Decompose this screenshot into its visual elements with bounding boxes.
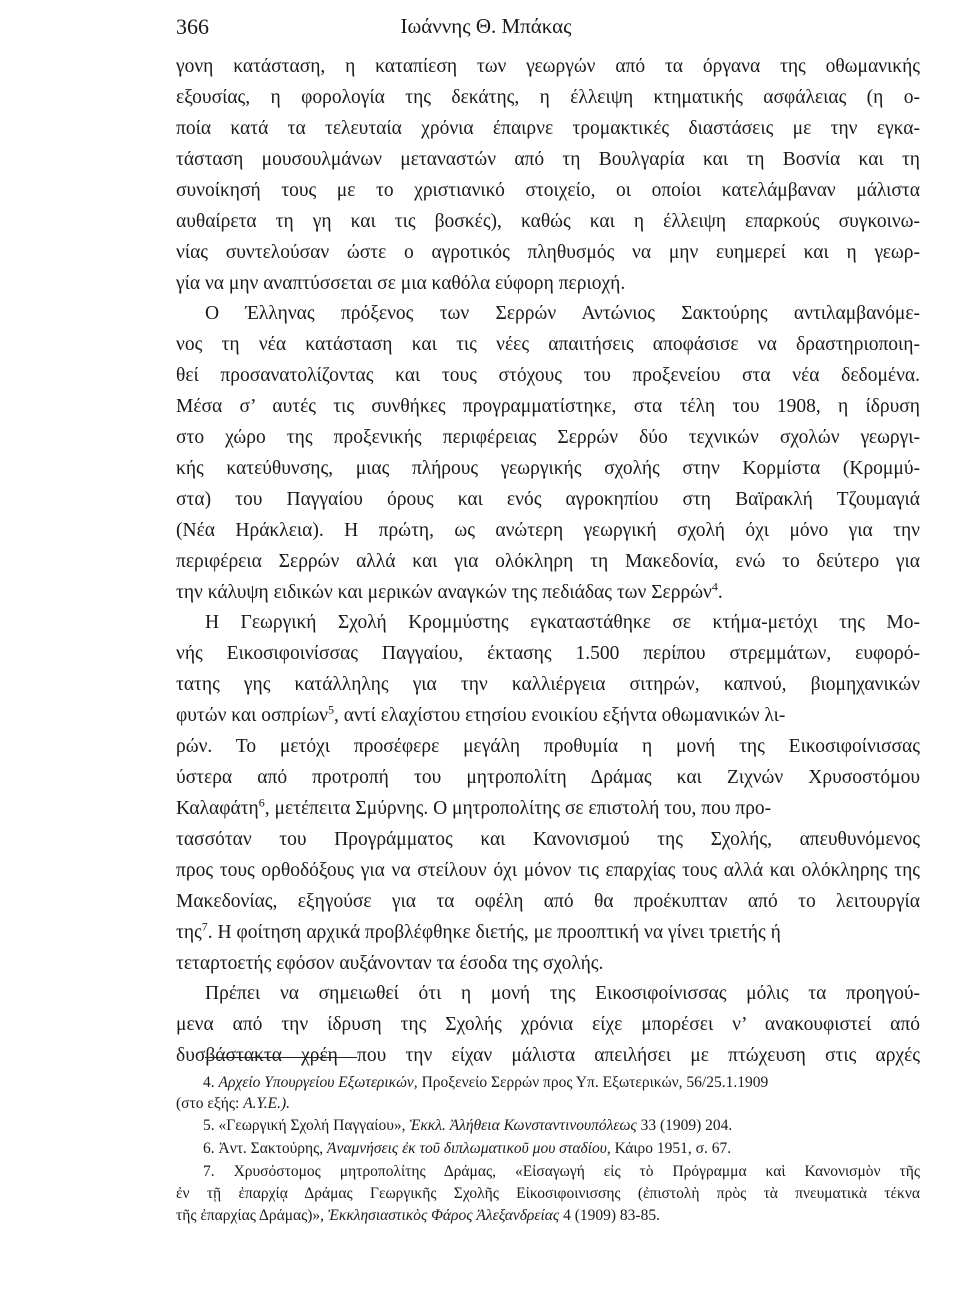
page-header bbox=[176, 14, 796, 44]
body-line: δυσβάστακτα χρέη που την είχαν μάλιστα απειλήσει με πτώχευση στις αρχές bbox=[176, 1045, 920, 1066]
footnote-ref: 7 bbox=[201, 922, 208, 934]
footnote-source: Ἀναμνήσεις ἐκ τοῦ διπλωματικοῦ μου σταδίου, bbox=[327, 1140, 611, 1157]
body-line-text: φυτών και οσπρίων bbox=[176, 705, 329, 726]
body-line-text: της bbox=[176, 922, 202, 943]
body-line: περιφέρεια Σερρών αλλά και για ολόκληρη τη Μακεδονία, ενώ το δεύτερο για bbox=[176, 551, 920, 572]
body-line: τεταρτοετής εφόσον αυξάνονταν τα έσοδα της σχολής. bbox=[176, 953, 604, 974]
footnote-4 bbox=[203, 1073, 920, 1092]
body-line: τάσταση μουσουλμάνων μεταναστών από τη Βουλγαρία και τη Βοσνία και τη bbox=[176, 149, 920, 170]
body-line: Η Γεωργική Σχολή Κρομμύστης εγκαταστάθηκε σε κτήμα-μετόχι της Μο- bbox=[205, 612, 920, 633]
body-line: τασσόταν του Προγράμματος και Κανονισμού της Σχολής, απευθυνόμενος bbox=[176, 829, 920, 850]
body-line: προς τους ορθοδόξους για να στείλουν όχι μόνον τις επαρχίας τους αλλά και ολόκληρης της bbox=[176, 860, 920, 881]
body-line bbox=[176, 798, 920, 820]
body-line: μενα από την ίδρυση της Σχολής χρόνια είχε μπορέσει ν’ ανακουφιστεί από bbox=[176, 1014, 920, 1035]
body-line: γονη κατάσταση, η καταπίεση των γεωργών από τα όργανα της οθωμανικής bbox=[176, 56, 920, 77]
footnote-text: Ἀντ. Σακτούρης, bbox=[218, 1140, 324, 1157]
body-line: (Νέα Ηράκλεια). Η πρώτη, ως ανώτερη γεωργική σχολή όχι μόνο για την bbox=[176, 520, 920, 541]
footnote-4-continued bbox=[176, 1094, 893, 1113]
footnote-text: Κάιρο 1951, σ. 67. bbox=[614, 1140, 732, 1157]
footnote-number: 7. bbox=[203, 1163, 215, 1180]
body-line: ύστερα από προτροπή του μητροπολίτη Δράμας και Ζιχνών Χρυσοστόμου bbox=[176, 767, 920, 788]
footnote-source: Αρχείο Υπουργείου Εξωτερικών, bbox=[218, 1074, 418, 1091]
body-line: εξουσίας, η φορολογία της δεκάτης, η έλλειψη κτηματικής ασφάλειας (η ο- bbox=[176, 87, 920, 108]
body-line: τατης γης κατάλληλης για την καλλιέργεια σιτηρών, καπνού, βιομηχανικών bbox=[176, 674, 920, 695]
body-line-text: Καλαφάτη bbox=[176, 798, 259, 819]
footnote-7-continued: ἐν τῇ ἐπαρχίᾳ Δράμας Γεωργικῆς Σχολῆς Εἰκοσιφοινισσης (ἐπιστολὴ πρὸς τὰ πνευματικὰ τέκνα bbox=[176, 1185, 920, 1202]
body-line bbox=[176, 922, 920, 944]
running-head: Ιωάννης Θ. Μπάκας bbox=[400, 14, 572, 38]
body-line: ποία κατά τα τελευταία χρόνια έπαιρνε τρομακτικές διαστάσεις με την εγκα- bbox=[176, 118, 920, 139]
footnote-ref: 4 bbox=[711, 582, 718, 594]
body-line: νίας συντελούσαν ώστε ο αγροτικός πληθυσμός να μην ευημερεί και η γεωρ- bbox=[176, 242, 920, 263]
footnote-text: Χρυσόστομος μητροπολίτης Δράμας, «Εἰσαγωγή εἰς τὸ Πρόγραμμα καὶ Κανονισμὸν τῆς bbox=[233, 1163, 920, 1180]
footnote-text: 33 (1909) 204. bbox=[640, 1117, 733, 1134]
footnote-text: 4 (1909) 83-85. bbox=[563, 1207, 660, 1224]
body-line: αυθαίρετα τη γη και τις βοσκές), καθώς και η έλλειψη επαρκούς συγκοινω- bbox=[176, 211, 920, 232]
footnote-divider bbox=[205, 1057, 357, 1058]
footnote-source: Ἐκκλησιαστικὸς Φάρος Ἀλεξανδρείας bbox=[327, 1207, 560, 1224]
footnote-text: Προξενείο Σερρών προς Υπ. Εξωτερικών, 56/25.1.1909 bbox=[421, 1074, 769, 1091]
footnote-text: τῆς ἐπαρχίας Δράμας)», bbox=[176, 1207, 325, 1224]
body-line-text: , αντί ελαχίστου ετησίου ενοικίου εξήντα οθωμανικών λι- bbox=[334, 705, 786, 726]
body-line: νος τη νέα κατάσταση και τις νέες απαιτήσεις αποφάσισε να δραστηριοποιη- bbox=[176, 334, 920, 355]
body-line: ρών. Το μετόχι προσέφερε μεγάλη προθυμία η μονή της Εικοσιφοίνισσας bbox=[176, 736, 920, 757]
footnote-number: 4. bbox=[203, 1074, 215, 1091]
body-line: κής κατεύθυνσης, μιας πλήρους γεωργικής σχολής στην Κορμίστα (Κρομμύ- bbox=[176, 458, 920, 479]
body-line: συνοίκησή τους με το χριστιανικό στοιχείο, οι οποίοι κατελάμβαναν μάλιστα bbox=[176, 180, 920, 201]
body-line: θεί προσανατολίζοντας και τους στόχους του προξενείου στα νέα δεδομένα. bbox=[176, 365, 920, 386]
body-line-text: . Η φοίτηση αρχικά προβλέφθηκε διετής, με προοπτική να γίνει τριετής ή bbox=[207, 922, 781, 943]
body-line: γία να μην αναπτύσσεται σε μια καθόλα εύφορη περιοχή. bbox=[176, 273, 626, 294]
footnote-text: (στο εξής: bbox=[176, 1095, 240, 1112]
body-line: Μέσα σ’ αυτές τις συνθήκες προγραμματίστηκε, στα τέλη του 1908, η ίδρυση bbox=[176, 396, 920, 417]
body-line-text: την κάλυψη ειδικών και μερικών αναγκών της πεδιάδας των Σερρών bbox=[176, 582, 712, 603]
body-line: στα) του Παγγαίου όρους και ενός αγροκηπίου στη Βαϊρακλή Τζουμαγιά bbox=[176, 489, 920, 510]
footnote-5 bbox=[203, 1116, 920, 1135]
footnote-number: 5. bbox=[203, 1117, 215, 1134]
footnote-text: «Γεωργική Σχολή Παγγαίου», bbox=[218, 1117, 406, 1134]
footnote-number: 6. bbox=[203, 1140, 215, 1157]
footnote-7 bbox=[203, 1162, 920, 1181]
footnote-abbrev: Α.Υ.Ε.). bbox=[243, 1095, 291, 1112]
body-line: Ο Έλληνας πρόξενος των Σερρών Αντώνιος Σακτούρης αντιλαμβανόμε- bbox=[205, 303, 920, 324]
body-line: Μακεδονίας, εξηγούσε για τα οφέλη από θα προέκυπταν από το λειτουργία bbox=[176, 891, 920, 912]
footnote-ref: 5 bbox=[328, 705, 335, 717]
body-line: Πρέπει να σημειωθεί ότι η μονή της Εικοσιφοίνισσας μόλις τα προηγού- bbox=[205, 983, 920, 1004]
footnote-source: Ἐκκλ. Ἀλήθεια Κωνσταντινουπόλεως bbox=[409, 1117, 637, 1134]
footnote-7-continued bbox=[176, 1206, 920, 1225]
page-number: 366 bbox=[176, 14, 209, 39]
body-line bbox=[176, 705, 920, 727]
footnote-6 bbox=[203, 1139, 920, 1158]
body-line: στο χώρο της προξενικής περιφέρειας Σερρών δύο τεχνικών σχολών γεωργι- bbox=[176, 427, 920, 448]
body-line: την κάλυψη ειδικών και μερικών αναγκών της πεδιάδας των Σερρών$^4$. bbox=[176, 582, 920, 604]
footnote-ref: 6 bbox=[258, 798, 265, 810]
body-line: νής Εικοσιφοινίσσας Παγγαίου, έκτασης 1.500 περίπου στρεμμάτων, ευφορό- bbox=[176, 643, 920, 664]
body-line-text: , μετέπειτα Σμύρνης. Ο μητροπολίτης σε επιστολή του, που προ- bbox=[264, 798, 772, 819]
